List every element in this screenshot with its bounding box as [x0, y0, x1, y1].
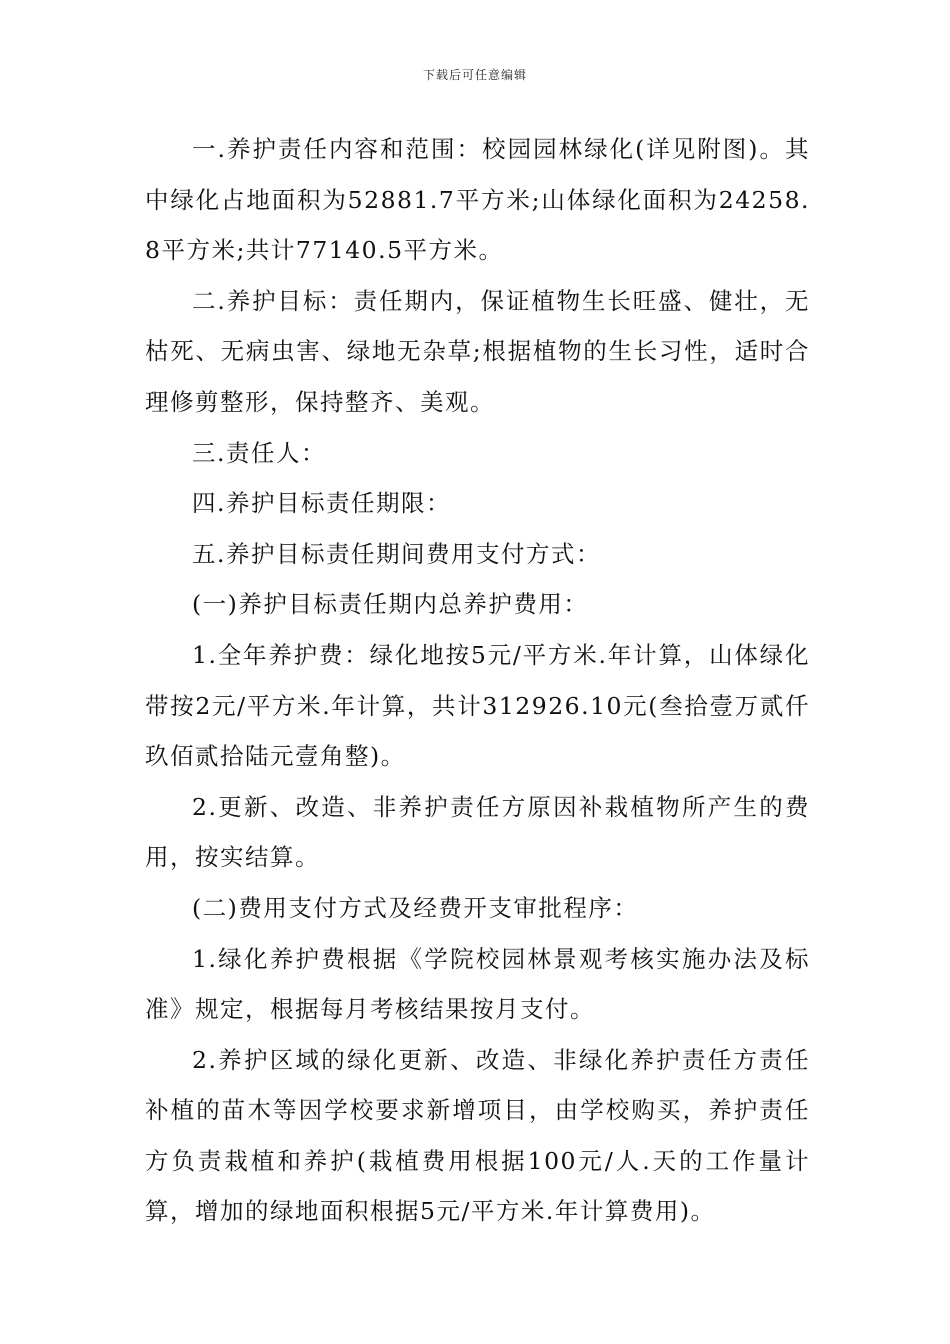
- paragraph-responsible-person: 三.责任人：: [192, 438, 326, 467]
- paragraph-term: 四.养护目标责任期限：: [192, 489, 451, 518]
- paragraph-goals: 二.养护目标：责任期内，保证植物生长旺盛、健壮，无枯死、无病虫害、绿地无杂草;根据植物的生长习性，适时合理修剪整形，保持整齐、美观。: [145, 286, 810, 416]
- paragraph-payment-method: 五.养护目标责任期间费用支付方式：: [192, 539, 601, 568]
- paragraph-scope: 一.养护责任内容和范围：校园园林绿化(详见附图)。其中绿化占地面积为52881.7平方米;山体绿化面积为24258.8平方米;共计77140.5平方米。: [145, 135, 810, 265]
- paragraph-annual-fee: 1.全年养护费：绿化地按5元/平方米.年计算，山体绿化带按2元/平方米.年计算，共计312926.10元(叁拾壹万贰仟玖佰贰拾陆元壹角整)。: [145, 640, 810, 771]
- paragraph-approval-heading: (二)费用支付方式及经费开支审批程序：: [192, 893, 639, 922]
- page-header: 下载后可任意编辑: [422, 68, 527, 82]
- document-body: [145, 124, 810, 1237]
- paragraph-total-cost-heading: (一)养护目标责任期内总养护费用：: [192, 590, 589, 619]
- paragraph-new-items: 2.养护区域的绿化更新、改造、非绿化养护责任方责任补植的苗木等因学校要求新增项目，由学校购买，养护责任方负责栽植和养护(栽植费用根据100元/人.天的工作量计算，增加的绿地面积根据5元/平方米.年计算费用)。: [145, 1045, 810, 1226]
- paragraph-renovation-fee: 2.更新、改造、非养护责任方原因补栽植物所产生的费用，按实结算。: [145, 792, 810, 872]
- paragraph-monthly-payment: 1.绿化养护费根据《学院校园林景观考核实施办法及标准》规定，根据每月考核结果按月支付。: [145, 944, 810, 1024]
